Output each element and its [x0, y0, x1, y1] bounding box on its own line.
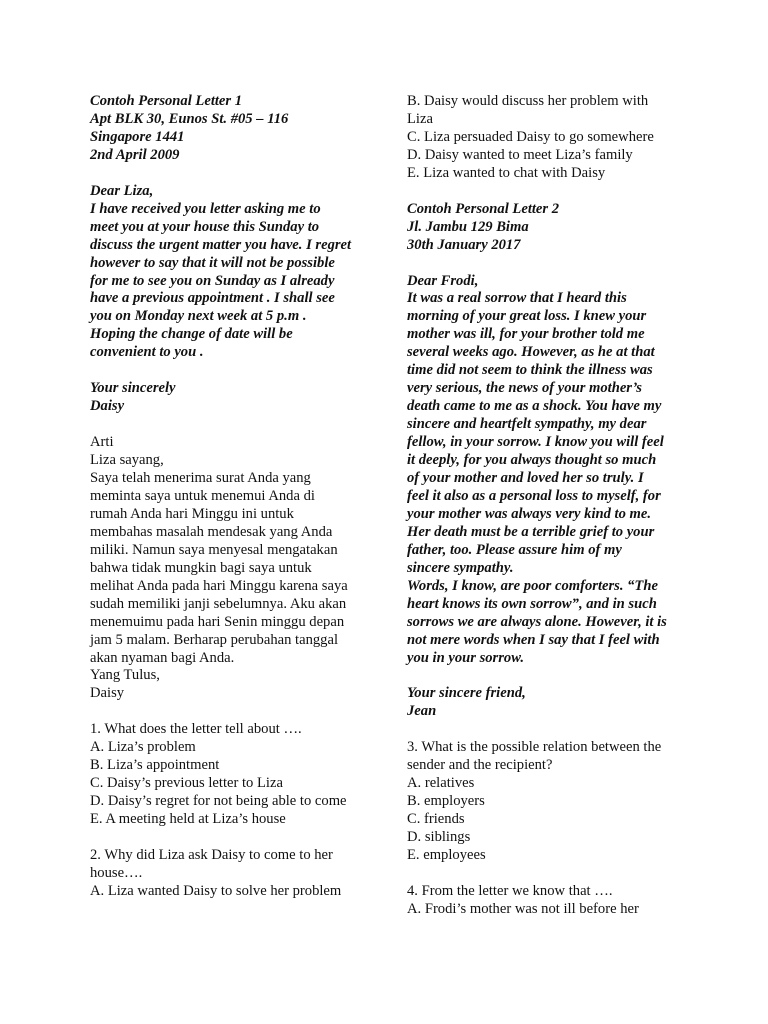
translation-line: sudah memiliki janji sebelumnya. Aku akan [90, 595, 347, 612]
translation-line: miliki. Namun saya menyesal mengatakan [90, 541, 338, 558]
letter2-title: Contoh Personal Letter 2 [407, 200, 560, 217]
translation-line: jam 5 malam. Berharap perubahan tanggal [90, 631, 338, 648]
translation-label: Arti [90, 434, 114, 451]
letter2-body-line: of your mother and loved her so truly. I [407, 469, 644, 486]
letter2-body-line: It was a real sorrow that I heard this [407, 290, 627, 307]
letter1-closing [90, 380, 386, 416]
answer-option: A. Liza wanted Daisy to solve her problem [90, 882, 342, 899]
answer-option: E. Liza wanted to chat with Daisy [407, 164, 606, 181]
question-2-continued [407, 93, 703, 183]
letter1-heading [90, 93, 386, 165]
letter2-body-line: sincere sympathy. [407, 559, 514, 576]
translation-line: menemuimu pada hari Senin minggu depan [90, 613, 345, 630]
answer-option: A. relatives [407, 775, 475, 792]
letter1-body-line: convenient to you . [90, 344, 204, 361]
answer-option: B. Daisy would discuss her problem with [407, 93, 649, 109]
question-text: 3. What is the possible relation between the [407, 739, 662, 756]
translation [90, 434, 386, 703]
translation-line: membahas masalah mendesak yang Anda [90, 523, 333, 540]
answer-option: D. Daisy’s regret for not being able to come [90, 793, 347, 810]
question-text: 2. Why did Liza ask Daisy to come to her [90, 846, 333, 863]
answer-option: Liza [407, 110, 433, 127]
letter2-heading [407, 201, 703, 255]
letter2-body-line: Words, I know, are poor comforters. “The [407, 577, 658, 594]
question-text: sender and the recipient? [407, 757, 553, 774]
letter2-body-line: fellow, in your sorrow. I know you will feel [407, 434, 664, 451]
translation-line: Saya telah menerima surat Anda yang [90, 469, 311, 486]
letter1-body-line: however to say that it will not be possible [90, 254, 335, 271]
question-text: house…. [90, 864, 143, 881]
letter1-title: Contoh Personal Letter 1 [90, 93, 243, 109]
answer-option: A. Liza’s problem [90, 739, 196, 756]
translation-line: Liza sayang, [90, 452, 164, 469]
letter2-body-line: it deeply, for you always thought so much [407, 452, 657, 469]
letter1-body [90, 201, 386, 363]
answer-option: D. Daisy wanted to meet Liza’s family [407, 146, 633, 163]
letter1-body-line: have a previous appointment . I shall see [90, 290, 335, 307]
letter2-body-line: morning of your great loss. I knew your [407, 308, 647, 325]
translation-line: meminta saya untuk menemui Anda di [90, 487, 315, 504]
letter1-date: 2nd April 2009 [90, 146, 180, 163]
right-column [407, 93, 703, 919]
question-text: 1. What does the letter tell about …. [90, 721, 302, 738]
answer-option: A. Frodi’s mother was not ill before her [407, 900, 639, 917]
letter2-closing [407, 685, 703, 721]
letter2-body-line: mother was ill, for your brother told me [407, 326, 645, 343]
translation-line: bahwa tidak mungkin bagi saya untuk [90, 559, 312, 576]
letter2-body-line: heart knows its own sorrow”, and in such [407, 595, 657, 612]
letter1-body-line: meet you at your house this Sunday to [90, 218, 320, 235]
answer-option: E. A meeting held at Liza’s house [90, 811, 286, 828]
translation-line: Yang Tulus, [90, 667, 160, 684]
letter2-greeting: Dear Frodi, [407, 272, 479, 289]
letter2-body-line: sorrows we are always alone. However, it is [407, 613, 667, 630]
answer-option: C. Daisy’s previous letter to Liza [90, 775, 283, 792]
letter2-date: 30th January 2017 [407, 236, 521, 253]
letter2-body-line: death came to me as a shock. You have my [407, 398, 662, 415]
letter2-body-line: sincere and heartfelt sympathy, my dear [407, 416, 647, 433]
translation-line: akan nyaman bagi Anda. [90, 649, 235, 666]
answer-option: C. Liza persuaded Daisy to go somewhere [407, 128, 654, 145]
letter2-body-line: father, too. Please assure him of my [407, 541, 622, 558]
letter1-body-line: you on Monday next week at 5 p.m . [90, 308, 307, 325]
answer-option: E. employees [407, 846, 486, 863]
letter2-body-line: feel it also as a personal loss to myself, for [407, 487, 661, 504]
question-4 [407, 883, 703, 919]
left-column [90, 93, 386, 901]
letter2-signature: Jean [407, 703, 437, 720]
letter2-body-line: not mere words when I say that I feel with [407, 631, 660, 648]
letter2-body-line: time did not seem to think the illness was [407, 362, 653, 379]
letter1-body-line: Hoping the change of date will be [90, 326, 293, 343]
letter1-signature: Daisy [90, 398, 125, 415]
letter1-city: Singapore 1441 [90, 128, 185, 145]
translation-line: rumah Anda hari Minggu ini untuk [90, 505, 294, 522]
letter1-body-line: for me to see you on Sunday as I already [90, 272, 335, 289]
letter2-body-line: you in your sorrow. [407, 649, 525, 666]
letter1-greeting: Dear Liza, [90, 182, 154, 199]
letter2-body-line: Her death must be a terrible grief to your [407, 523, 655, 540]
answer-option: D. siblings [407, 829, 471, 846]
question-1 [90, 721, 386, 829]
letter1-valediction: Your sincerely [90, 380, 176, 397]
letter2-body-line: your mother was always very kind to me. [407, 505, 652, 522]
letter2-valediction: Your sincere friend, [407, 685, 526, 702]
question-3 [407, 739, 703, 865]
letter2-body [407, 290, 703, 667]
translation-line: melihat Anda pada hari Minggu karena saya [90, 577, 348, 594]
letter2-body-line: very serious, the news of your mother’s [407, 380, 642, 397]
translation-line: Daisy [90, 685, 125, 702]
question-text: 4. From the letter we know that …. [407, 882, 613, 899]
question-2 [90, 847, 386, 901]
answer-option: C. friends [407, 811, 465, 828]
letter2-body-line: several weeks ago. However, as he at that [407, 344, 655, 361]
letter2-address: Jl. Jambu 129 Bima [407, 218, 529, 235]
letter1-body-line: discuss the urgent matter you have. I regret [90, 236, 352, 253]
letter1-body-line: I have received you letter asking me to [90, 200, 321, 217]
answer-option: B. Liza’s appointment [90, 757, 220, 774]
letter1-address: Apt BLK 30, Eunos St. #05 – 116 [90, 110, 289, 127]
answer-option: B. employers [407, 793, 485, 810]
